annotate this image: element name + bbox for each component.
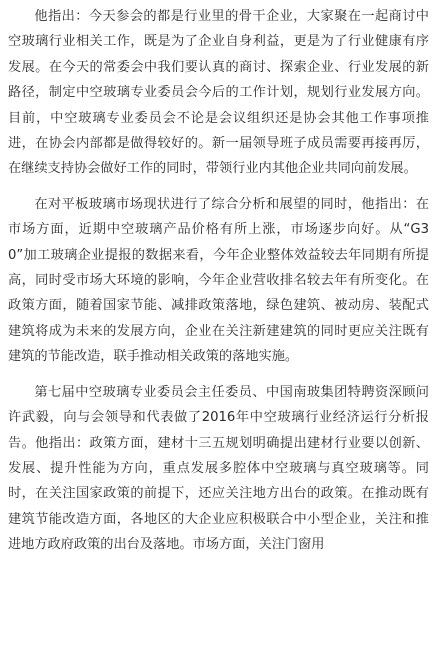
- paragraph-1: 他指出：今天参会的都是行业里的骨干企业，大家聚在一起商讨中空玻璃行业相关工作，既是为了企业自身利益，更是为了行业健康有序发展。在今天的常委会中我们要认真的商讨、探索企业、行业发展的新路径，制定中空玻璃专业委员会今后的工作计划，规划行业发展方向。目前，中空玻璃专业委员会不论是会议组织还是协会其他工作事项推进，在协会内部都是做得较好的。新一届领导班子成员需要再接再厉，在继续支持协会做好工作的同时，带领行业内其他企业共同向前发展。: [8, 9, 429, 177]
- paragraph-2: 在对平板玻璃市场现状进行了综合分析和展望的同时，他指出：在市场方面，近期中空玻璃产品价格有所上涨，市场逐步向好。从“G30”加工玻璃企业提报的数据来看，今年企业整体效益较去年同期有所提高，同时受市场大环境的影响，今年企业营收排名较去年有所变化。在政策方面，随着国家节能、减排政策落地，绿色建筑、被动房、装配式建筑将成为未来的发展方向，企业在关注新建建筑的同时更应关注既有建筑的节能改造，联手推动相关政策的落地实施。: [8, 196, 429, 365]
- paragraph-3: 第七届中空玻璃专业委员会主任委员、中国南玻集团特聘资深顾问许武毅，向与会领导和代表做了2016年中空玻璃行业经济运行分析报告。他指出：政策方面，建材十三五规划明确提出建材行业要以创新、发展、提升性能为方向，重点发展多腔体中空玻璃与真空玻璃等。同时，在关注国家政策的前提下，还应关注地方出台的政策。在推动既有建筑节能改造方面，各地区的大企业应积极联合中小型企业，关注和推进地方政府政策的出台及落地。市场方面，关注门窗用: [8, 384, 429, 553]
